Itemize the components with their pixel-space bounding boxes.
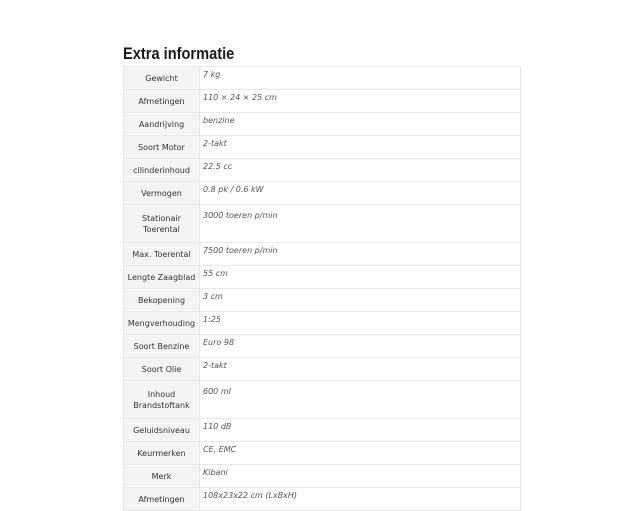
- spec-value: Kibani: [200, 465, 521, 488]
- spec-label: Soort Olie: [124, 358, 200, 381]
- spec-label: Gewicht: [124, 67, 200, 90]
- table-row: [124, 113, 521, 136]
- table-row: [124, 289, 521, 312]
- spec-value: benzine: [200, 113, 521, 136]
- spec-value: 110 × 24 × 25 cm: [200, 90, 521, 113]
- spec-label: Geluidsniveau: [124, 419, 200, 442]
- spec-label: Keurmerken: [124, 442, 200, 465]
- spec-value: 22.5 cc: [200, 159, 521, 182]
- table-row: [124, 488, 521, 511]
- spec-label: Aandrijving: [124, 113, 200, 136]
- table-row: [124, 358, 521, 381]
- table-row: [124, 90, 521, 113]
- spec-label: Max. Toerental: [124, 243, 200, 266]
- spec-value: 600 ml: [200, 381, 521, 419]
- spec-value: 2-takt: [200, 358, 521, 381]
- table-row: [124, 182, 521, 205]
- table-row: [124, 419, 521, 442]
- spec-value: 7500 toeren p/min: [200, 243, 521, 266]
- table-row: [124, 266, 521, 289]
- spec-label: Afmetingen: [124, 488, 200, 511]
- table-row: [124, 67, 521, 90]
- spec-label: Mengverhouding: [124, 312, 200, 335]
- extra-info-section: [123, 44, 520, 511]
- spec-value: 108x23x22 cm (LxBxH): [200, 488, 521, 511]
- specs-table: [123, 66, 521, 511]
- spec-value: 1:25: [200, 312, 521, 335]
- table-row: [124, 335, 521, 358]
- table-row: [124, 381, 521, 419]
- spec-label: Merk: [124, 465, 200, 488]
- spec-label: Lengte Zaagblad: [124, 266, 200, 289]
- spec-value: 7 kg: [200, 67, 521, 90]
- spec-label: cilinderinhoud: [124, 159, 200, 182]
- spec-label: Soort Benzine: [124, 335, 200, 358]
- table-row: [124, 136, 521, 159]
- spec-value: 110 dB: [200, 419, 521, 442]
- table-row: [124, 159, 521, 182]
- spec-value: 3 cm: [200, 289, 521, 312]
- table-row: [124, 312, 521, 335]
- spec-label: Stationair Toerental: [124, 205, 200, 243]
- spec-value: CE, EMC: [200, 442, 521, 465]
- table-row: [124, 205, 521, 243]
- spec-value: Euro 98: [200, 335, 521, 358]
- spec-label: Inhoud Brandstoftank: [124, 381, 200, 419]
- spec-label: Vermogen: [124, 182, 200, 205]
- table-row: [124, 442, 521, 465]
- spec-value: 2-takt: [200, 136, 521, 159]
- table-row: [124, 243, 521, 266]
- spec-value: 0.8 pk / 0.6 kW: [200, 182, 521, 205]
- spec-value: 55 cm: [200, 266, 521, 289]
- section-title: Extra informatie: [123, 44, 235, 63]
- spec-label: Bekopening: [124, 289, 200, 312]
- spec-label: Soort Motor: [124, 136, 200, 159]
- spec-label: Afmetingen: [124, 90, 200, 113]
- table-row: [124, 465, 521, 488]
- spec-value: 3000 toeren p/min: [200, 205, 521, 243]
